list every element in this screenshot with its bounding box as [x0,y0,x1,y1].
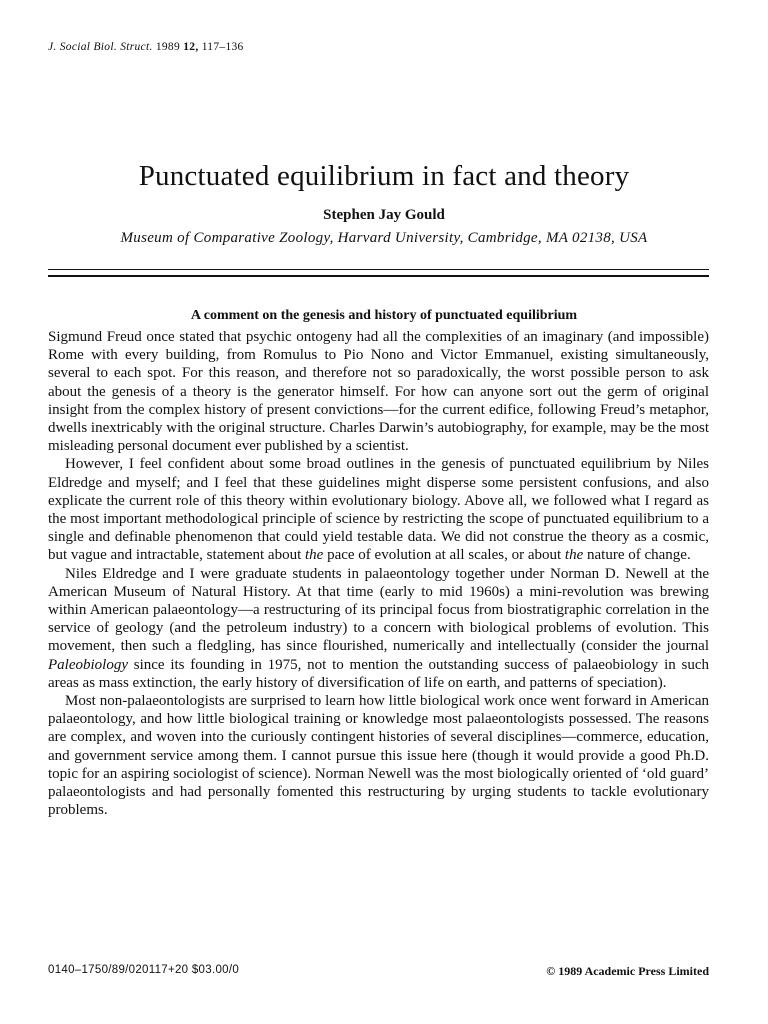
paragraph-4: Most non-palaeontologists are surprised to learn how little biological work once went forward in American palaeontology, and how little biological training or knowledge most palaeontologists possessed. The reasons are complex, and woven into the curiously contingent histories of several disciplines—commerce, education, and government service among them. I cannot pursue this issue here (though it would provide a good Ph.D. topic for an aspiring sociologist of science). Norman Newell was the most biologically oriented of ‘old guard’ palaeontologists and had personally fomented this restructuring by urging students to tackle evolutionary problems. [48,693,709,819]
paragraph-3-text-b: since its founding in 1975, not to mention the outstanding success of palaeobiology in such areas as mass extinction, the early history of diversification of life on earth, and patterns of speciation). [48,656,709,691]
paragraph-2-text-b: pace of evolution at all scales, or about [323,547,565,564]
article-code: 0140–1750/89/020117+20 $03.00/0 [48,964,240,976]
header-divider-thin [48,269,709,270]
journal-citation [48,41,244,53]
paragraph-2-text-c: nature of change. [583,547,691,564]
journal-pages: 117–136 [201,41,244,53]
paragraph-2-emphasis-2: the [564,547,584,564]
journal-year: 1989 [155,41,181,53]
paragraph-2-emphasis-1: the [305,547,324,564]
paragraph-1: Sigmund Freud once stated that psychic ontogeny had all the complexities of an imaginary (and impossible) Rome with every building, from Romulus to Pio Nono and Victor Emmanuel, existing simultaneously, several to each spot. For this reason, and therefore not so paradoxically, the worst possible person to ask about the genesis of a theory is the generator himself. For how can anyone sort out the germ of original insight from the complex history of present convictions—for the current edifice, following Freud’s metaphor, dwells inextricably with the original structure. Charles Darwin’s autobiography, for example, may be the most misleading personal document ever published by a scientist. [48,329,709,455]
article-author: Stephen Jay Gould [323,207,445,223]
paragraph-2 [48,455,709,564]
paragraph-3-text-a: Niles Eldredge and I were graduate students in palaeontology together under Norman D. Newell at the American Museum of Natural History. At that time (early to mid 1960s) a mini-revolution was brewing within American palaeontology—a restructuring of its principal focus from biostratigraphic correlation in the service of geology (and the petroleum industry) to a concern with biological problems of evolution. This movement, then such a fledgling, has since flourished, numerically and intellectually (consider the journal [48,565,709,655]
journal-name: J. Social Biol. Struct. [48,41,153,53]
paragraph-2-text-a: However, I feel confident about some broad outlines in the genesis of punctuated equilibrium by Niles Eldredge and myself; and I feel that these guidelines might disperse some persistent confusions, and also explicate the current role of this theory within evolutionary biology. Above all, we followed what I regard as the most important methodological principle of science by restricting the scope of punctuated equilibrium to a single and definable phenomenon that could yield testable data. We did not construe the theory as a cosmic, but vague and intractable, statement about [48,456,709,564]
journal-volume: 12, [183,41,199,53]
copyright-notice: © 1989 Academic Press Limited [546,964,709,978]
paragraph-3 [48,565,709,692]
paragraph-3-journal-name: Paleobiology [48,656,128,673]
article-body [48,328,709,819]
article-title: Punctuated equilibrium in fact and theory [138,160,630,192]
section-heading: A comment on the genesis and history of punctuated equilibrium [190,308,578,323]
header-divider-thick [48,275,709,277]
author-affiliation: Museum of Comparative Zoology, Harvard University, Cambridge, MA 02138, USA [120,230,648,246]
